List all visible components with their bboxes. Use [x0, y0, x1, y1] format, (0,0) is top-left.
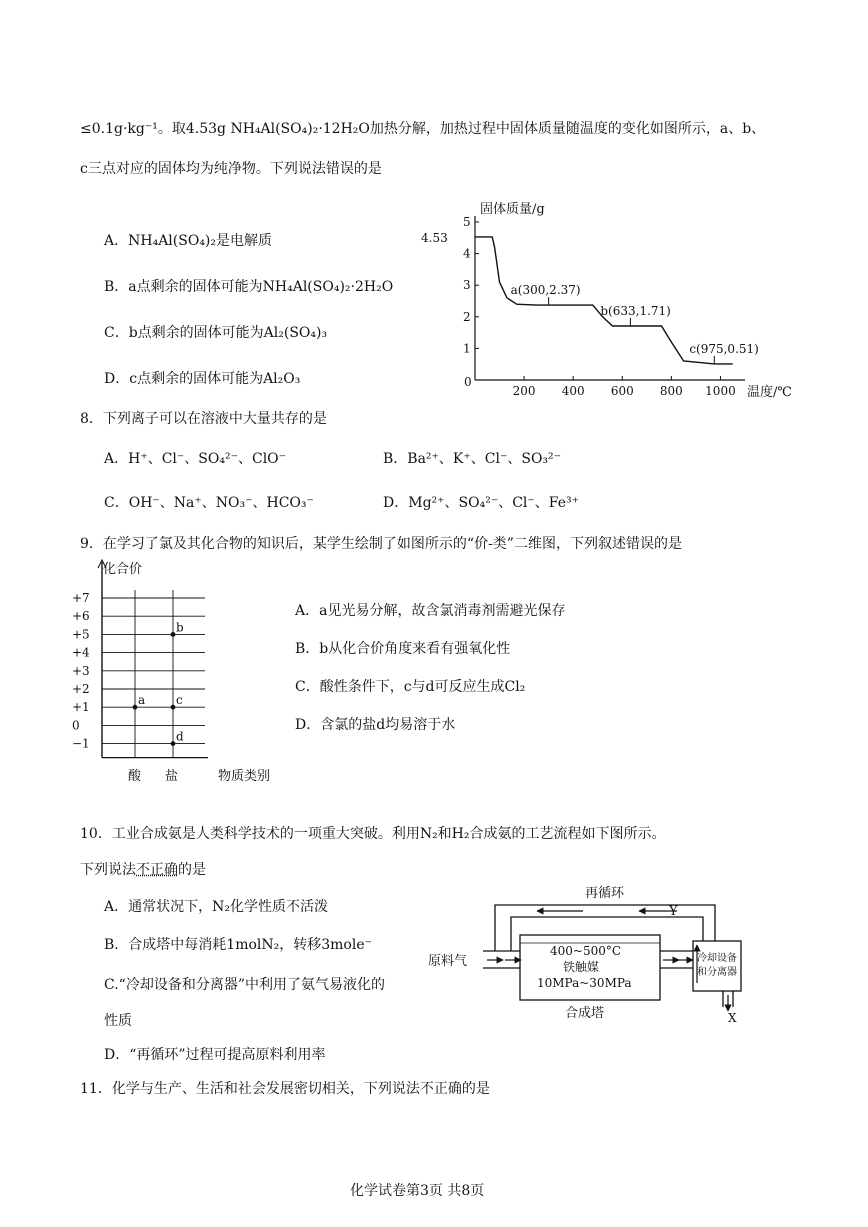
chart-point-label: c(975,0.51): [689, 341, 759, 356]
flow-recycle-label: 再循环: [585, 886, 625, 901]
option-letter: C．: [295, 679, 320, 695]
chart-x-tick-label: 1000: [705, 384, 736, 398]
chart-ylabel: 固体质量/g: [480, 202, 545, 217]
option-letter: D．: [383, 495, 409, 511]
option-letter: A．: [104, 233, 129, 249]
option-letter: A．: [104, 451, 129, 467]
diagram-y-tick-label: +6: [72, 609, 90, 624]
option-letter: B．: [295, 641, 320, 657]
chart-origin-label: 0: [464, 375, 472, 389]
chart-y-tick-label: 4: [463, 246, 471, 261]
chart-y-tick-label: 2: [463, 309, 471, 324]
q9-option-a: [295, 603, 565, 620]
chart-x-tick-label: 200: [512, 384, 536, 398]
q10-stem-2: [80, 862, 206, 879]
q9-option-b: [295, 641, 510, 658]
flow-y-label: Y: [669, 904, 678, 919]
page-footer: 化学试卷第3页 共8页: [350, 1183, 485, 1199]
intro-line-2: c三点对应的固体均为纯净物。下列说法错误的是: [80, 161, 382, 177]
flow-x-label: X: [728, 1011, 737, 1025]
option-text: Ba²⁺、K⁺、Cl⁻、SO₃²⁻: [407, 451, 562, 467]
q8-option-b: [383, 451, 561, 468]
option-letter: B．: [104, 279, 129, 295]
option-text: a点剩余的固体可能为NH₄Al(SO₄)₂·2H₂O: [128, 279, 394, 295]
intro-line-1: ≤0.1g·kg⁻¹。取4.53g NH₄Al(SO₄)₂·12H₂O加热分解，加热过程中固体质量随温度的变化如图所示，a、b、: [80, 121, 766, 137]
option-text: b点剩余的固体可能为Al₂(SO₄)₃: [128, 325, 328, 341]
valence-class-diagram: [70, 558, 290, 788]
option-letter: D．: [295, 717, 321, 733]
q10-option-c-cont: [104, 1013, 132, 1030]
option-text: 含氯的盐d均易溶于水: [320, 717, 456, 733]
q8-stem: 8．下列离子可以在溶液中大量共存的是: [80, 411, 327, 427]
chart-y-tick-label: 1: [463, 341, 471, 356]
diagram-point: [171, 741, 176, 746]
q10-option-b: [104, 937, 372, 954]
q8-option-a: [104, 451, 286, 468]
diagram-point: [133, 705, 138, 710]
flow-cooler-label-1: 冷却设备: [697, 953, 737, 964]
option-letter: B．: [104, 937, 129, 953]
option-text: Mg²⁺、SO₄²⁻、Cl⁻、Fe³⁺: [408, 495, 580, 511]
chart-y-tick-label: 3: [463, 278, 471, 293]
chart-x-tick-label: 800: [659, 384, 683, 398]
option-text: OH⁻、Na⁺、NO₃⁻、HCO₃⁻: [128, 495, 314, 511]
option-letter: A．: [104, 899, 129, 915]
flow-cond-pressure: 10MPa~30MPa: [537, 976, 632, 990]
option-letter: C．: [104, 495, 129, 511]
diagram-y-tick-label: +7: [72, 591, 90, 605]
chart-x-tick-label: 400: [561, 384, 585, 398]
q8-option-d: [383, 495, 579, 512]
q9-option-d: [295, 717, 455, 734]
q11-stem: 11．化学与生产、生活和社会发展密切相关，下列说法不正确的是: [80, 1081, 490, 1097]
flow-tower-label: 合成塔: [565, 1006, 605, 1021]
option-text: NH₄Al(SO₄)₂是电解质: [128, 233, 273, 249]
stem-text: 的是: [178, 862, 206, 878]
diagram-point-label: a: [138, 693, 146, 708]
option-text: H⁺、Cl⁻、SO₄²⁻、ClO⁻: [128, 451, 287, 467]
diagram-point-label: b: [176, 620, 184, 635]
diagram-y-tick-label: +4: [72, 645, 90, 660]
diagram-point: [171, 632, 176, 637]
option-text: c点剩余的固体可能为Al₂O₃: [129, 371, 301, 387]
diagram-category-salt: 盐: [165, 769, 179, 784]
ammonia-process-flow-diagram: [425, 883, 760, 1023]
option-text: 酸性条件下，c与d可反应生成Cl₂: [319, 679, 526, 695]
q9-stem: 9．在学习了氯及其化合物的知识后，某学生绘制了如图所示的“价-类”二维图，下列叙述错误的是: [80, 536, 682, 552]
diagram-y-tick-label: −1: [72, 736, 90, 751]
option-letter: C．: [104, 325, 129, 341]
option-letter: D．: [104, 371, 130, 387]
chart-start-label: 4.53: [421, 231, 448, 245]
option-text: b从化合价角度来看有强氧化性: [319, 641, 511, 657]
option-text: “再循环”过程可提高原料利用率: [129, 1047, 326, 1063]
diagram-y-tick-label: 0: [72, 718, 80, 733]
chart-y-tick-label: 5: [463, 215, 471, 229]
q9-option-c: [295, 679, 525, 696]
q10-option-a: [104, 899, 328, 916]
diagram-point-label: d: [176, 729, 184, 744]
option-text: 性质: [104, 1013, 132, 1029]
diagram-xlabel: 物质类别: [218, 769, 271, 784]
option-letter: B．: [383, 451, 408, 467]
diagram-y-tick-label: +1: [72, 700, 90, 715]
q8-option-c: [104, 495, 314, 512]
stem-emphasis: 不正确: [136, 862, 178, 878]
diagram-y-tick-label: +5: [72, 627, 90, 642]
diagram-y-tick-label: +3: [72, 663, 90, 678]
q7-option-a: [104, 233, 272, 250]
flow-cond-temp: 400~500°C: [550, 944, 622, 958]
mass-temperature-chart: [420, 200, 810, 405]
option-text: 通常状况下，N₂化学性质不活泼: [128, 899, 328, 915]
diagram-point-label: c: [176, 693, 183, 708]
chart-point-label: a(300,2.37): [510, 283, 581, 298]
chart-xlabel: 温度/℃: [747, 385, 792, 400]
chart-point-label: b(633,1.71): [600, 303, 671, 318]
q7-option-b: [104, 279, 393, 296]
flow-cond-catalyst: 铁触媒: [563, 960, 600, 974]
flow-feed-label: 原料气: [428, 954, 468, 969]
option-text: a见光易分解，故含氯消毒剂需避光保存: [319, 603, 566, 619]
option-text: 合成塔中每消耗1molN₂，转移3mole⁻: [128, 937, 373, 953]
diagram-ylabel: 化合价: [103, 562, 143, 577]
q10-stem: 10．工业合成氨是人类科学技术的一项重大突破。利用N₂和H₂合成氨的工艺流程如下图所示。: [80, 826, 666, 842]
flow-cooler-label-2: 和分离器: [697, 967, 737, 978]
diagram-point: [171, 705, 176, 710]
option-text: “冷却设备和分离器”中利用了氨气易液化的: [118, 977, 385, 993]
q10-option-c: [104, 977, 385, 994]
option-letter: C.: [104, 977, 119, 993]
cooler-separator-box: [693, 941, 741, 991]
option-letter: D．: [104, 1047, 130, 1063]
diagram-y-tick-label: +2: [72, 682, 90, 696]
q7-option-c: [104, 325, 327, 342]
diagram-category-acid: 酸: [128, 769, 142, 784]
chart-x-tick-label: 600: [610, 384, 634, 398]
q10-option-d: [104, 1047, 326, 1064]
stem-text: 下列说法: [80, 862, 136, 878]
option-letter: A．: [295, 603, 320, 619]
q7-option-d: [104, 371, 300, 388]
